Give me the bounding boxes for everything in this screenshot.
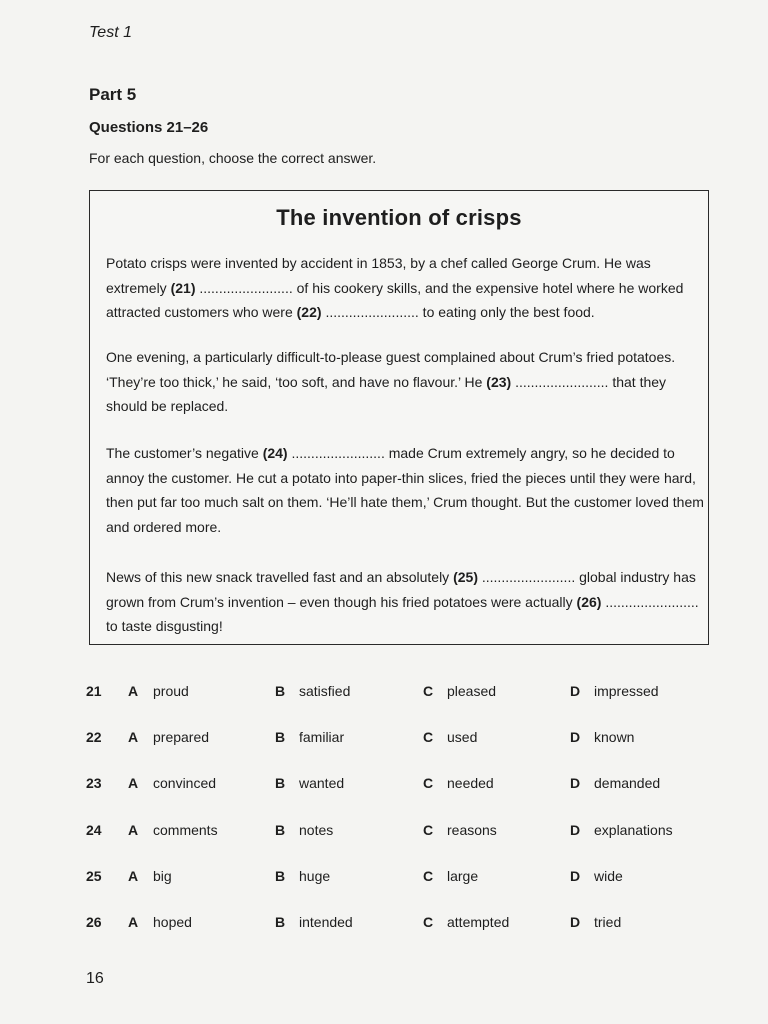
questions-title: Questions 21–26	[89, 119, 209, 136]
option-a[interactable]: convinced	[153, 775, 217, 791]
gap-number-22: (22)	[296, 304, 322, 320]
option-letter-c[interactable]: C	[423, 868, 434, 884]
option-a[interactable]: comments	[153, 822, 218, 838]
option-b[interactable]: wanted	[299, 775, 345, 791]
gap-24: ........................	[291, 445, 385, 461]
option-letter-d[interactable]: D	[570, 822, 581, 838]
gap-number-21: (21)	[170, 279, 196, 296]
question-number: 25	[86, 868, 102, 884]
option-letter-c[interactable]: C	[423, 683, 434, 699]
paragraph-text: of his cookery skills, and the expensive hotel where he worked attracted customers who were	[106, 279, 684, 320]
option-letter-b[interactable]: B	[275, 868, 286, 884]
question-number: 21	[86, 683, 102, 699]
option-b[interactable]: familiar	[299, 729, 345, 745]
gap-number-23: (23)	[486, 373, 512, 390]
question-row-25	[0, 868, 768, 892]
option-a[interactable]: hoped	[153, 914, 192, 930]
option-letter-b[interactable]: B	[275, 822, 286, 838]
question-number: 23	[86, 775, 102, 791]
option-letter-d[interactable]: D	[570, 683, 581, 699]
option-letter-d[interactable]: D	[570, 868, 581, 884]
option-letter-b[interactable]: B	[275, 775, 286, 791]
option-d[interactable]: impressed	[594, 683, 659, 699]
option-letter-a[interactable]: A	[128, 683, 139, 699]
passage-title: The invention of crisps	[276, 205, 522, 230]
question-row-21	[0, 683, 768, 707]
paragraph-text: that they should be replaced.	[106, 373, 667, 414]
gap-number-24: (24)	[262, 445, 288, 461]
question-number: 24	[86, 822, 102, 838]
part-title: Part 5	[89, 85, 137, 104]
option-letter-c[interactable]: C	[423, 729, 434, 745]
option-letter-d[interactable]: D	[570, 914, 581, 930]
gap-26: ........................	[605, 593, 699, 610]
passage-paragraph-2	[106, 345, 706, 419]
option-letter-d[interactable]: D	[570, 775, 581, 791]
paragraph-text: to eating only the best food.	[418, 304, 595, 320]
option-c[interactable]: reasons	[447, 822, 497, 838]
option-c[interactable]: pleased	[447, 683, 497, 699]
question-row-23	[0, 775, 768, 799]
option-letter-a[interactable]: A	[128, 775, 139, 791]
option-letter-b[interactable]: B	[275, 683, 286, 699]
option-d[interactable]: wide	[594, 868, 623, 884]
gap-21: ........................	[199, 279, 293, 296]
option-letter-a[interactable]: A	[128, 914, 139, 930]
option-letter-c[interactable]: C	[423, 775, 434, 791]
gap-number-26: (26)	[576, 593, 602, 610]
option-letter-d[interactable]: D	[570, 729, 581, 745]
option-a[interactable]: big	[153, 868, 172, 884]
paragraph-text: One evening, a particularly difficult-to-please guest complained about Crum’s fried potatoes. ‘They’re too thick,’ he said, ‘too soft, and have no flavour.’ He	[106, 349, 676, 390]
option-letter-c[interactable]: C	[423, 914, 434, 930]
paragraph-text: The customer’s negative	[106, 445, 263, 461]
paragraph-text: News of this new snack travelled fast and an absolutely	[106, 569, 454, 585]
paragraph-text: Potato crisps were invented by accident in 1853, by a chef called George Crum. He was extremely	[106, 255, 651, 296]
option-letter-a[interactable]: A	[128, 822, 139, 838]
question-number: 22	[86, 729, 102, 745]
gap-23: ........................	[515, 373, 609, 390]
option-b[interactable]: notes	[299, 822, 334, 838]
question-row-26	[0, 914, 768, 938]
option-letter-c[interactable]: C	[423, 822, 434, 838]
option-letter-b[interactable]: B	[275, 729, 286, 745]
option-d[interactable]: demanded	[594, 775, 661, 791]
option-d[interactable]: explanations	[594, 822, 673, 838]
option-a[interactable]: proud	[153, 683, 189, 699]
gap-number-25: (25)	[453, 569, 478, 585]
option-c[interactable]: attempted	[447, 914, 510, 930]
option-c[interactable]: used	[447, 729, 478, 745]
passage-paragraph-3	[106, 441, 706, 539]
gap-25: ........................	[481, 569, 576, 585]
question-row-22	[0, 729, 768, 753]
option-b[interactable]: intended	[299, 914, 353, 930]
option-d[interactable]: known	[594, 729, 635, 745]
option-b[interactable]: satisfied	[299, 683, 351, 699]
test-label: Test 1	[89, 24, 132, 41]
page-number: 16	[86, 970, 104, 987]
question-row-24	[0, 822, 768, 846]
option-c[interactable]: needed	[447, 775, 494, 791]
option-d[interactable]: tried	[594, 914, 622, 930]
option-letter-a[interactable]: A	[128, 729, 139, 745]
passage-box	[89, 190, 709, 645]
passage-paragraph-1	[106, 251, 706, 325]
paragraph-text: made Crum extremely angry, so he decided to annoy the customer. He cut a potato into paper-thin slices, fried the pieces until they were hard, then put far too much salt on them. ‘He’ll hate them,’ Crum thought. But the customer loved them and ordered more.	[106, 445, 704, 535]
option-a[interactable]: prepared	[153, 729, 210, 745]
paragraph-text: global industry has grown from Crum’s invention – even though his fried potatoes were actually	[106, 569, 696, 610]
option-letter-a[interactable]: A	[128, 868, 139, 884]
option-letter-b[interactable]: B	[275, 914, 286, 930]
instruction-text: For each question, choose the correct answer.	[89, 150, 377, 166]
passage-paragraph-4	[106, 565, 706, 639]
option-b[interactable]: huge	[299, 868, 331, 884]
option-c[interactable]: large	[447, 868, 479, 884]
question-number: 26	[86, 914, 102, 930]
paragraph-text: to taste disgusting!	[106, 618, 223, 634]
gap-22: ........................	[325, 304, 419, 320]
